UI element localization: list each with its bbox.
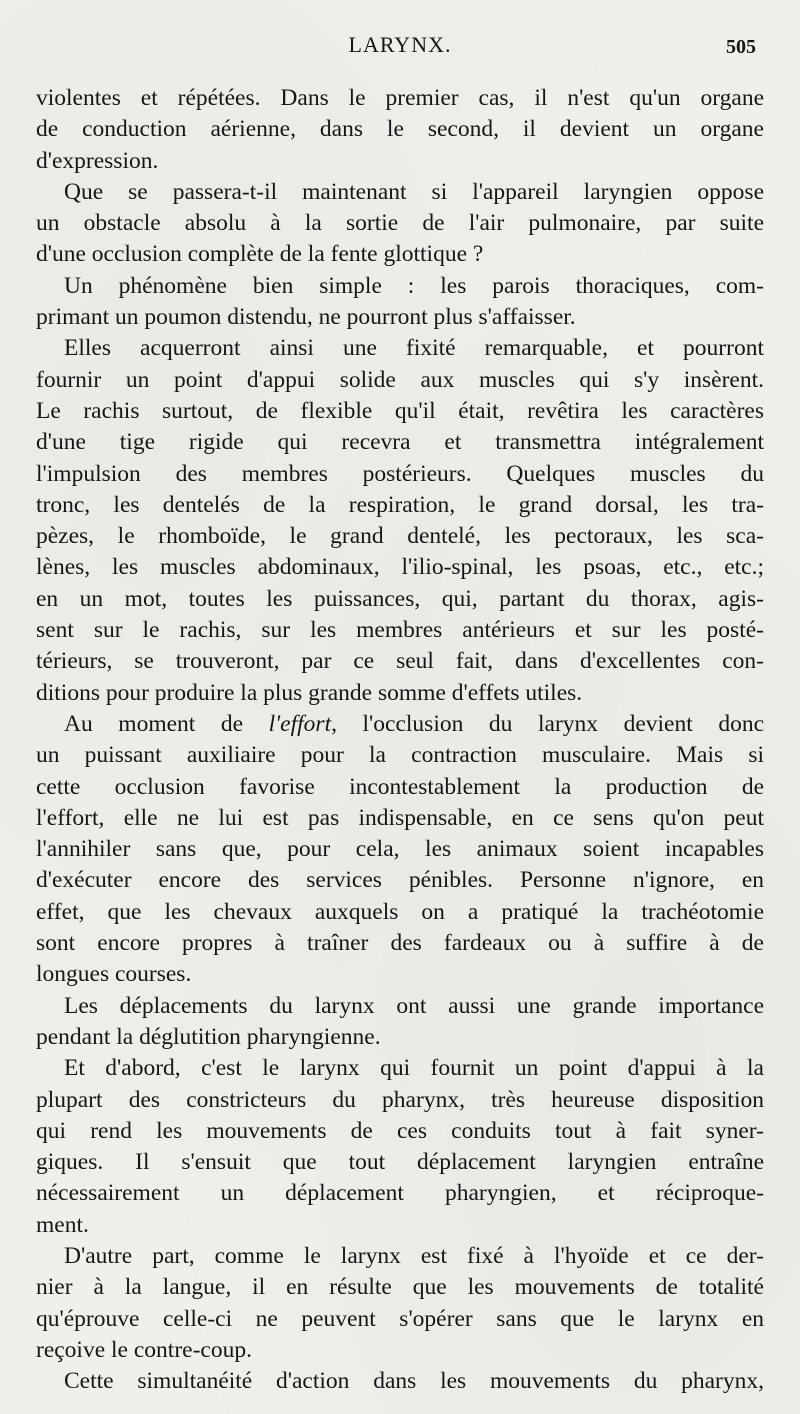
text-line: ditions pour produire la plus grande somme d'effets utiles. [36, 679, 583, 706]
text-line: térieurs, se trouveront, par ce seul fait, dans d'excellentes con- [36, 648, 764, 675]
text-line: Un phénomène bien simple : les parois thoraciques, com- [64, 272, 764, 299]
running-head [0, 30, 800, 62]
text-line: qu'éprouve celle-ci ne peuvent s'opérer sans que le larynx en [36, 1305, 764, 1332]
text-line: un obstacle absolu à la sortie de l'air pulmonaire, par suite [36, 210, 764, 237]
text-segment: Au moment de [64, 710, 269, 737]
text-line: plupart des constricteurs du pharynx, très heureuse disposition [36, 1086, 764, 1113]
text-line: pendant la déglutition pharyngienne. [36, 1023, 381, 1050]
text-line: Et d'abord, c'est le larynx qui fournit un point d'appui à la [64, 1055, 764, 1082]
text-line [36, 709, 764, 740]
text-line: pèzes, le rhomboïde, le grand dentelé, les pectoraux, les sca- [36, 523, 764, 550]
text-line: primant un poumon distendu, ne pourront plus s'affaisser. [36, 304, 576, 331]
text-line: d'une tige rigide qui recevra et transmettra intégralement [36, 429, 764, 456]
text-line: Cette simultanéité d'action dans les mouvements du pharynx, [64, 1368, 764, 1395]
text-line: D'autre part, comme le larynx est fixé à l'hyoïde et ce der- [64, 1242, 764, 1269]
text-line: l'effort, elle ne lui est pas indispensable, en ce sens qu'on peut [36, 804, 764, 831]
text-line: violentes et répétées. Dans le premier cas, il n'est qu'un organe [36, 85, 764, 111]
text-line: l'annihiler sans que, pour cela, les animaux soient incapables [36, 836, 764, 863]
text-line: de conduction aérienne, dans le second, il devient un organe [36, 116, 764, 143]
text-line: en un mot, toutes les puissances, qui, partant du thorax, agis- [36, 585, 764, 612]
text-line: Le rachis surtout, de flexible qu'il était, revêtira les caractères [36, 397, 764, 424]
running-title: LARYNX. [348, 32, 452, 57]
text-line: giques. Il s'ensuit que tout déplacement laryngien entraîne [36, 1149, 764, 1176]
text-line: Les déplacements du larynx ont aussi une grande importance [64, 992, 764, 1019]
page-number: 505 [726, 36, 756, 58]
text-line: qui rend les mouvements de ces conduits tout à fait syner- [36, 1117, 764, 1144]
text-line: ment. [36, 1211, 89, 1238]
text-line: sent sur le rachis, sur les membres antérieurs et sur les posté- [36, 617, 764, 644]
text-line: nier à la langue, il en résulte que les mouvements de totalité [36, 1274, 764, 1301]
text-line: longues courses. [36, 961, 192, 988]
text-line: d'expression. [36, 147, 159, 174]
text-line: nécessairement un déplacement pharyngien, et réciproque- [36, 1180, 764, 1207]
text-line: Elles acquerront ainsi une fixité remarquable, et pourront [64, 335, 764, 362]
text-line: tronc, les dentelés de la respiration, le grand dorsal, les tra- [36, 491, 764, 518]
text-line: l'impulsion des membres postérieurs. Quelques muscles du [36, 460, 764, 487]
text-line: cette occlusion favorise incontestablement la production de [36, 773, 764, 800]
text-line: d'une occlusion complète de la fente glottique ? [36, 241, 484, 268]
text-line: sont encore propres à traîner des fardeaux ou à suffire à de [36, 930, 764, 957]
text-segment: , l'occlusion du larynx devient donc [331, 710, 764, 737]
body-text [36, 83, 764, 1397]
text-line: fournir un point d'appui solide aux muscles qui s'y insèrent. [36, 366, 764, 393]
text-line: lènes, les muscles abdominaux, l'ilio-spinal, les psoas, etc., etc.; [36, 554, 764, 581]
text-line: effet, que les chevaux auxquels on a pratiqué la trachéotomie [36, 898, 764, 925]
italic-term: l'effort [268, 710, 332, 737]
text-line: d'exécuter encore des services pénibles. Personne n'ignore, en [36, 867, 764, 894]
text-line: Que se passera-t-il maintenant si l'appareil laryngien oppose [64, 178, 764, 205]
text-line: un puissant auxiliaire pour la contraction musculaire. Mais si [36, 742, 764, 769]
text-line: reçoive le contre-coup. [36, 1336, 252, 1363]
